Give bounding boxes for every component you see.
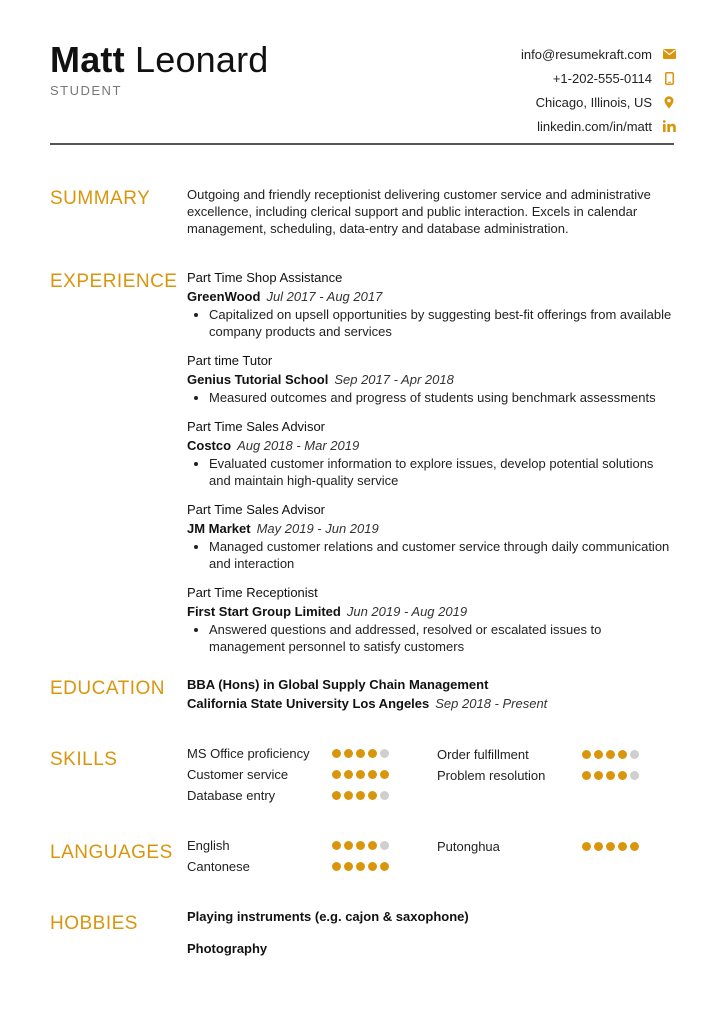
experience-heading: EXPERIENCE bbox=[50, 271, 178, 292]
company-name: JM Market bbox=[187, 521, 251, 536]
job-entry bbox=[187, 584, 677, 655]
skill-name: Problem resolution bbox=[437, 767, 546, 783]
rating-dot-filled bbox=[356, 791, 365, 800]
rating-dot-filled bbox=[332, 862, 341, 871]
job-title: Part time Tutor bbox=[187, 353, 273, 368]
skill-row bbox=[187, 743, 389, 763]
skill-row bbox=[187, 785, 389, 805]
contact-phone[interactable]: +1-202-555-0114 bbox=[521, 66, 676, 90]
contact-email[interactable]: info@resumekraft.com bbox=[521, 42, 676, 66]
rating-dot-filled bbox=[344, 791, 353, 800]
rating-dot-filled bbox=[332, 791, 341, 800]
degree: BBA (Hons) in Global Supply Chain Management bbox=[187, 677, 489, 692]
language-rating bbox=[332, 862, 389, 871]
contact-block bbox=[521, 42, 676, 138]
contact-location: Chicago, Illinois, US bbox=[521, 90, 676, 114]
experience-list bbox=[187, 269, 677, 667]
languages-heading: LANGUAGES bbox=[50, 842, 173, 863]
language-rating bbox=[332, 841, 389, 850]
last-name: Leonard bbox=[135, 39, 269, 80]
school-name: California State University Los Angeles bbox=[187, 696, 430, 711]
rating-dot-filled bbox=[332, 749, 341, 758]
first-name: Matt bbox=[50, 39, 125, 80]
rating-dot-filled bbox=[618, 750, 627, 759]
job-title: Part Time Receptionist bbox=[187, 585, 318, 600]
rating-dot-filled bbox=[368, 841, 377, 850]
hobby-item: Photography bbox=[187, 941, 268, 956]
skill-rating bbox=[582, 750, 639, 759]
summary-heading: SUMMARY bbox=[50, 188, 151, 209]
skill-rating bbox=[332, 749, 389, 758]
rating-dot-filled bbox=[368, 749, 377, 758]
education-dates: Sep 2018 - Present bbox=[435, 696, 548, 711]
job-title: Part Time Sales Advisor bbox=[187, 419, 325, 434]
rating-dot-filled bbox=[344, 770, 353, 779]
rating-dot-filled bbox=[606, 750, 615, 759]
hobby-item: Playing instruments (e.g. cajon & saxophone) bbox=[187, 909, 469, 924]
job-title: Part Time Sales Advisor bbox=[187, 502, 325, 517]
job-bullet: • Capitalized on upsell opportunities by suggesting best-fit offerings from available company products and services bbox=[209, 306, 677, 340]
job-entry bbox=[187, 269, 677, 340]
rating-dot-empty bbox=[380, 841, 389, 850]
skill-name: MS Office proficiency bbox=[187, 745, 310, 761]
job-entry bbox=[187, 352, 677, 406]
rating-dot-filled bbox=[618, 842, 627, 851]
rating-dot-filled bbox=[380, 862, 389, 871]
education-entry bbox=[187, 676, 677, 712]
language-name: Putonghua bbox=[437, 838, 500, 854]
company-name: Costco bbox=[187, 438, 232, 453]
skill-name: Order fulfillment bbox=[437, 746, 529, 762]
skill-row bbox=[187, 764, 389, 784]
job-dates: Jun 2019 - Aug 2019 bbox=[346, 604, 468, 619]
job-bullet: • Managed customer relations and customer service through daily communication and interaction bbox=[209, 538, 677, 572]
language-row bbox=[187, 835, 389, 855]
job-title: Part Time Shop Assistance bbox=[187, 270, 343, 285]
linkedin-icon bbox=[662, 119, 676, 133]
rating-dot-filled bbox=[344, 862, 353, 871]
rating-dot-filled bbox=[356, 770, 365, 779]
skill-row bbox=[437, 765, 639, 785]
language-name: English bbox=[187, 837, 230, 853]
rating-dot-filled bbox=[332, 770, 341, 779]
rating-dot-filled bbox=[368, 791, 377, 800]
language-row bbox=[437, 836, 639, 856]
company-name: First Start Group Limited bbox=[187, 604, 341, 619]
rating-dot-empty bbox=[380, 749, 389, 758]
skill-rating bbox=[332, 770, 389, 779]
location-pin-icon bbox=[662, 95, 676, 109]
skill-rating bbox=[332, 791, 389, 800]
rating-dot-filled bbox=[368, 862, 377, 871]
summary-text: Outgoing and friendly receptionist delivering customer service and administrative excellence, including clerical support and public interaction. Excels in calendar management, scheduling, data-entry and database administration. bbox=[187, 187, 651, 236]
rating-dot-filled bbox=[332, 841, 341, 850]
job-dates: Aug 2018 - Mar 2019 bbox=[237, 438, 360, 453]
company-name: Genius Tutorial School bbox=[187, 372, 329, 387]
rating-dot-filled bbox=[380, 770, 389, 779]
phone-icon bbox=[662, 71, 676, 85]
job-bullet: • Evaluated customer information to explore issues, develop potential solutions and maintain high-quality service bbox=[209, 455, 677, 489]
rating-dot-filled bbox=[594, 842, 603, 851]
rating-dot-filled bbox=[582, 771, 591, 780]
rating-dot-filled bbox=[606, 771, 615, 780]
rating-dot-filled bbox=[618, 771, 627, 780]
rating-dot-filled bbox=[344, 841, 353, 850]
rating-dot-filled bbox=[630, 842, 639, 851]
candidate-title: STUDENT bbox=[50, 83, 122, 98]
skill-row bbox=[437, 744, 639, 764]
rating-dot-empty bbox=[380, 791, 389, 800]
language-row bbox=[187, 856, 389, 876]
rating-dot-filled bbox=[594, 771, 603, 780]
rating-dot-filled bbox=[606, 842, 615, 851]
rating-dot-filled bbox=[368, 770, 377, 779]
hobbies-heading: HOBBIES bbox=[50, 913, 138, 934]
job-dates: Sep 2017 - Apr 2018 bbox=[334, 372, 454, 387]
rating-dot-filled bbox=[582, 750, 591, 759]
job-dates: Jul 2017 - Aug 2017 bbox=[266, 289, 383, 304]
job-entry bbox=[187, 501, 677, 572]
rating-dot-empty bbox=[630, 750, 639, 759]
job-bullet: • Measured outcomes and progress of students using benchmark assessments bbox=[209, 389, 677, 406]
education-heading: EDUCATION bbox=[50, 678, 165, 699]
envelope-icon bbox=[662, 47, 676, 61]
rating-dot-filled bbox=[582, 842, 591, 851]
rating-dot-filled bbox=[594, 750, 603, 759]
skills-heading: SKILLS bbox=[50, 749, 118, 770]
header-divider bbox=[50, 143, 674, 145]
skill-name: Customer service bbox=[187, 766, 289, 782]
rating-dot-filled bbox=[356, 862, 365, 871]
job-entry bbox=[187, 418, 677, 489]
company-name: GreenWood bbox=[187, 289, 261, 304]
rating-dot-filled bbox=[344, 749, 353, 758]
job-bullet: • Answered questions and addressed, resolved or escalated issues to management personnel to satisfy customers bbox=[209, 621, 677, 655]
rating-dot-filled bbox=[356, 841, 365, 850]
skill-name: Database entry bbox=[187, 787, 276, 803]
language-name: Cantonese bbox=[187, 858, 250, 874]
language-rating bbox=[582, 842, 639, 851]
job-dates: May 2019 - Jun 2019 bbox=[256, 521, 379, 536]
skill-rating bbox=[582, 771, 639, 780]
rating-dot-empty bbox=[630, 771, 639, 780]
candidate-name bbox=[50, 40, 269, 80]
rating-dot-filled bbox=[356, 749, 365, 758]
contact-linkedin[interactable]: linkedin.com/in/matt bbox=[521, 114, 676, 138]
